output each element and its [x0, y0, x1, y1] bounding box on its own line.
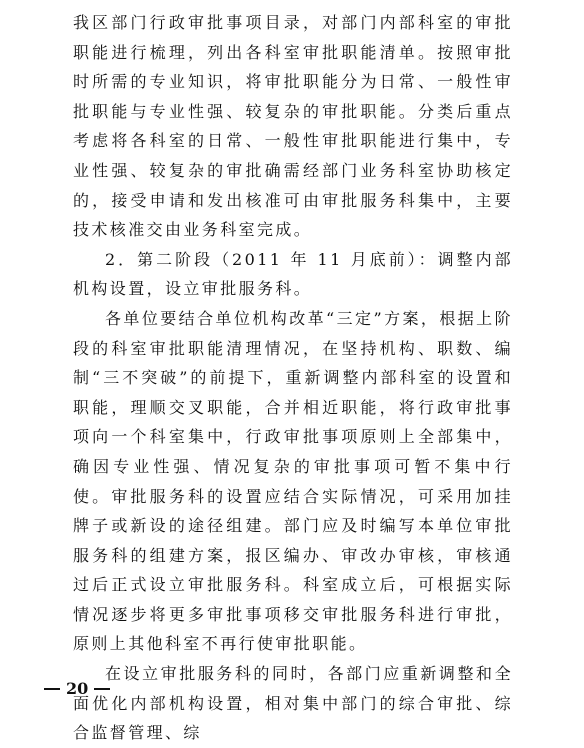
- page-footer: [44, 679, 110, 698]
- paragraph-2-stage-heading: 2．第二阶段（2011 年 11 月底前）：调整内部机构设置，设立审批服务科。: [73, 249, 513, 299]
- paragraph-4: 在设立审批服务科的同时，各部门应重新调整和全面优化内部机构设置，相对集中部门的综合审批、综合监督管理、综: [73, 664, 513, 743]
- footer-dash-right: [94, 688, 110, 690]
- paragraph-1: 我区部门行政审批事项目录，对部门内部科室的审批职能进行梳理，列出各科室审批职能清单。按照审批时所需的专业知识，将审批职能分为日常、一般性审批职能与专业性强、较复杂的审批职能。分类后重点考虑将各科室的日常、一般性审批职能进行集中，专业性强、较复杂的审批确需经部门业务科室协助核定的，接受申请和发出核准可由审批服务科集中，主要技术核准交由业务科室完成。: [73, 13, 513, 240]
- page-number: 20: [66, 679, 89, 698]
- footer-dash-left: [44, 688, 60, 690]
- paragraph-3: 各单位要结合单位机构改革“三定”方案，根据上阶段的科室审批职能清理情况，在坚持机构、职数、编制“三不突破”的前提下，重新调整内部科室的设置和职能，理顺交叉职能，合并相近职能，将行政审批事项向一个科室集中，行政审批事项原则上全部集中，确因专业性强、情况复杂的审批事项可暂不集中行使。审批服务科的设置应结合实际情况，可采用加挂牌子或新设的途径组建。部门应及时编写本单位审批服务科的组建方案，报区编办、审改办审核，审核通过后正式设立审批服务科。科室成立后，可根据实际情况逐步将更多审批事项移交审批服务科进行审批，原则上其他科室不再行使审批职能。: [73, 308, 513, 654]
- body-text: [73, 8, 513, 748]
